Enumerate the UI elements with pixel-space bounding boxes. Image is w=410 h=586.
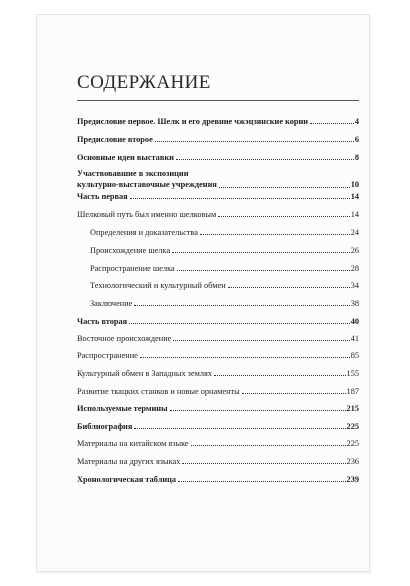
toc-entry-label-line: Распространение bbox=[77, 351, 138, 360]
dot-leader bbox=[172, 252, 350, 253]
toc-entry-label-line: Распространение шелка bbox=[90, 264, 175, 273]
toc-entry[interactable] bbox=[77, 350, 359, 361]
toc-entry[interactable] bbox=[90, 280, 359, 291]
toc-entry-label-line: культурно-выставочные учреждения bbox=[77, 180, 217, 189]
toc-entry-label-line: Основные идеи выставки bbox=[77, 153, 174, 162]
toc-entry[interactable] bbox=[77, 116, 359, 127]
toc-entry[interactable] bbox=[77, 333, 359, 344]
toc-entry[interactable] bbox=[77, 134, 359, 145]
toc-entry-label bbox=[77, 333, 171, 344]
toc-entry[interactable] bbox=[90, 245, 359, 256]
toc-entry-label-line: Хронологическая таблица bbox=[77, 475, 177, 484]
dot-leader bbox=[178, 481, 345, 482]
dot-leader bbox=[242, 393, 346, 394]
toc-entry-label-line: Часть вторая bbox=[77, 317, 128, 326]
toc-page-number: 38 bbox=[350, 299, 359, 308]
dot-leader bbox=[310, 123, 354, 124]
toc-page-number: 14 bbox=[350, 192, 359, 201]
toc-entry-label bbox=[77, 116, 308, 127]
toc-entry-label bbox=[77, 316, 127, 327]
toc-entry-label-line: Материалы на других языках bbox=[77, 457, 181, 466]
toc-entry-label-line: Часть первая bbox=[77, 192, 128, 201]
toc-page-number: 14 bbox=[350, 210, 359, 219]
toc-entry-label bbox=[77, 474, 176, 485]
toc-page-number: 28 bbox=[350, 264, 359, 273]
dot-leader bbox=[219, 187, 350, 188]
dot-leader bbox=[214, 375, 346, 376]
toc-entry-label bbox=[77, 421, 132, 432]
toc-entry-label bbox=[77, 152, 174, 163]
dot-leader bbox=[155, 141, 354, 142]
toc-entry[interactable] bbox=[77, 386, 359, 397]
toc-page-number: 10 bbox=[350, 180, 359, 189]
toc-page-number: 85 bbox=[350, 351, 359, 360]
toc-page-number: 41 bbox=[350, 334, 359, 343]
toc-entry[interactable] bbox=[90, 227, 359, 238]
dot-leader bbox=[228, 287, 350, 288]
toc-page-number: 215 bbox=[346, 404, 359, 413]
toc-entry-label bbox=[90, 298, 132, 309]
toc-page-number: 34 bbox=[350, 281, 359, 290]
toc-entry-label bbox=[90, 227, 198, 238]
toc-entry-label bbox=[77, 191, 128, 202]
dot-leader bbox=[130, 198, 350, 199]
dot-leader bbox=[140, 357, 350, 358]
toc-entry-label bbox=[77, 438, 189, 449]
book-page bbox=[36, 14, 370, 572]
toc-page-number: 40 bbox=[350, 317, 359, 326]
toc-entry-label-line: Предисловие первое. Шелк и его древние чжэцзянские корни bbox=[77, 117, 309, 126]
toc-page-number: 225 bbox=[346, 422, 359, 431]
toc-entry[interactable] bbox=[77, 403, 359, 414]
toc-entry-label bbox=[77, 168, 217, 190]
toc-entry[interactable] bbox=[90, 263, 359, 274]
toc-page-number: 4 bbox=[354, 117, 359, 126]
toc-entry-label bbox=[90, 280, 226, 291]
toc-entry-label bbox=[77, 403, 168, 414]
toc-page-number: 236 bbox=[346, 457, 359, 466]
toc-entry-label-line: Технологический и культурный обмен bbox=[90, 281, 226, 290]
dot-leader bbox=[170, 410, 346, 411]
toc-entry-label-line: Заключение bbox=[90, 299, 133, 308]
toc-entry-label bbox=[77, 134, 153, 145]
toc-entry-label-line: Культурный обмен в Западных землях bbox=[77, 369, 212, 378]
dot-leader bbox=[218, 216, 349, 217]
toc-entry[interactable] bbox=[90, 298, 359, 309]
toc-entry[interactable] bbox=[77, 316, 359, 327]
toc-entry[interactable] bbox=[77, 191, 359, 202]
toc-entry-label bbox=[77, 456, 180, 467]
toc-page-number: 239 bbox=[346, 475, 359, 484]
dot-leader bbox=[200, 234, 350, 235]
toc-entry-label-line: Развитие ткацких станков и новые орнаменты bbox=[77, 387, 240, 396]
toc-page-number: 6 bbox=[354, 135, 359, 144]
toc-entry-label-line: Предисловие второе bbox=[77, 135, 153, 144]
toc-entry-label bbox=[77, 386, 240, 397]
toc-entry-label bbox=[90, 245, 170, 256]
title-rule bbox=[77, 100, 359, 101]
toc-entry[interactable] bbox=[77, 209, 359, 220]
toc-page-number: 187 bbox=[346, 387, 359, 396]
toc-entry-label-line: Определения и доказательства bbox=[90, 228, 198, 237]
toc-entry[interactable] bbox=[77, 474, 359, 485]
toc-entry[interactable] bbox=[77, 152, 359, 163]
toc-page-number: 155 bbox=[346, 369, 359, 378]
toc-entry-label-line: Шелковый путь был именно шелковым bbox=[77, 210, 217, 219]
toc-entry[interactable] bbox=[77, 421, 359, 432]
toc-entry-label-line: Восточное происхождение bbox=[77, 334, 172, 343]
toc-page-number: 8 bbox=[354, 153, 359, 162]
dot-leader bbox=[177, 270, 350, 271]
toc-entry-label-line: Участвовавшие в экспозиции bbox=[77, 169, 189, 178]
toc-entry-label bbox=[77, 209, 216, 220]
dot-leader bbox=[176, 159, 354, 160]
page-title: СОДЕРЖАНИЕ bbox=[77, 72, 211, 93]
toc-page-number: 24 bbox=[350, 228, 359, 237]
dot-leader bbox=[182, 463, 345, 464]
toc-entry-label-line: Библиография bbox=[77, 422, 133, 431]
toc-entry[interactable] bbox=[77, 438, 359, 449]
toc-entry[interactable] bbox=[77, 168, 359, 190]
toc-entry-label bbox=[77, 368, 212, 379]
toc-page-number: 225 bbox=[346, 439, 359, 448]
dot-leader bbox=[173, 340, 349, 341]
toc-entry[interactable] bbox=[77, 456, 359, 467]
toc-entry-label-line: Используемые термины bbox=[77, 404, 168, 413]
dot-leader bbox=[134, 428, 345, 429]
toc-page-number: 26 bbox=[350, 246, 359, 255]
toc-entry[interactable] bbox=[77, 368, 359, 379]
toc-entry-label-line: Происхождение шелка bbox=[90, 246, 171, 255]
dot-leader bbox=[134, 305, 349, 306]
toc-entry-label bbox=[77, 350, 138, 361]
toc-entry-label bbox=[90, 263, 175, 274]
dot-leader bbox=[191, 445, 346, 446]
dot-leader bbox=[129, 323, 350, 324]
toc-entry-label-line: Материалы на китайском языке bbox=[77, 439, 189, 448]
